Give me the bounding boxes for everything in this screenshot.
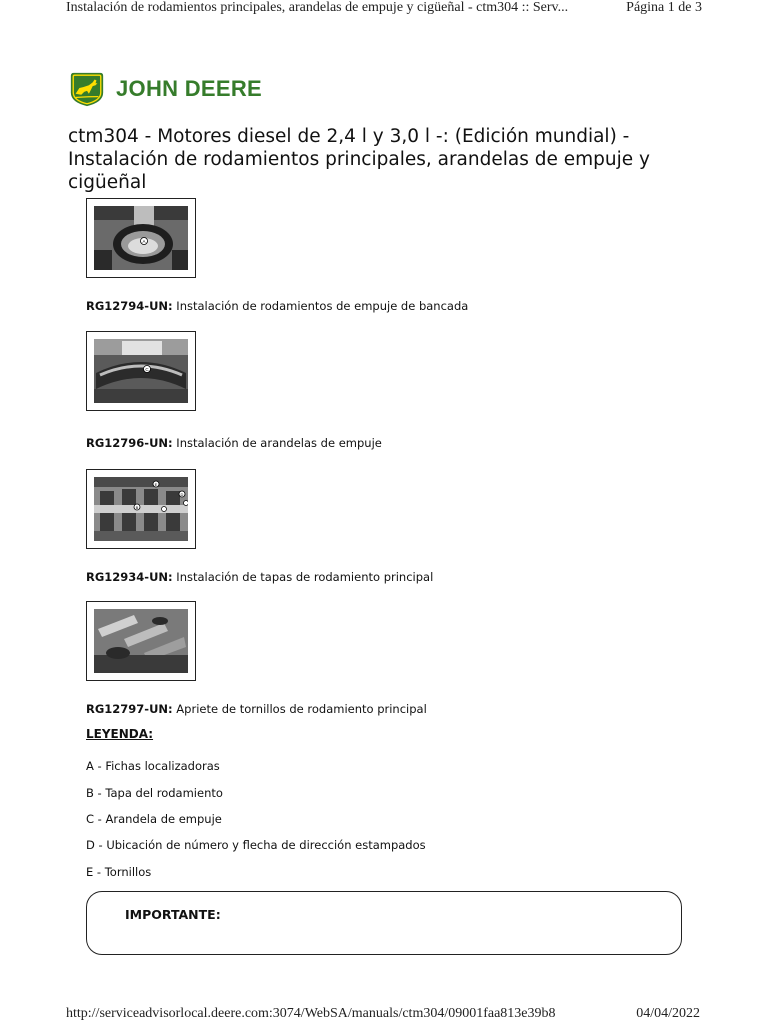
important-notice-box: [86, 891, 682, 955]
figure-caption-text: Instalación de arandelas de empuje: [172, 436, 382, 450]
print-header: [66, 0, 702, 20]
legend-item: A - Fichas localizadoras: [86, 759, 220, 773]
figure-caption-text: Apriete de tornillos de rodamiento principal: [172, 702, 427, 716]
figure-caption: [86, 570, 433, 584]
figure-code: RG12934-UN:: [86, 570, 173, 584]
document-title: ctm304 - Motores diesel de 2,4 l y 3,0 l -: (Edición mundial) - Instalación de rodamientos principales, arandelas de empuje y cigüeñal: [68, 126, 650, 193]
figure-caption: [86, 299, 468, 313]
figure-rg12797-thumbnail[interactable]: [86, 601, 196, 681]
bearing-photo-4: [94, 609, 188, 673]
callout-a: A: [142, 239, 146, 244]
figure-caption-text: Instalación de tapas de rodamiento principal: [172, 570, 434, 584]
print-header-page-number: Página 1 de 3: [626, 0, 702, 15]
figure-code: RG12794-UN:: [86, 299, 173, 313]
figure-code: RG12797-UN:: [86, 702, 173, 716]
callout-b: B: [135, 505, 139, 510]
legend-item: E - Tornillos: [86, 865, 152, 879]
legend-item: C - Arandela de empuje: [86, 812, 222, 826]
print-date: 04/04/2022: [636, 1006, 700, 1021]
callout-d: D: [180, 492, 184, 497]
legend-heading: LEYENDA:: [86, 727, 154, 741]
callout-c: C: [145, 367, 149, 372]
john-deere-logo: [68, 69, 262, 109]
callout-e: E: [154, 482, 158, 487]
figure-rg12934-thumbnail[interactable]: [86, 469, 196, 549]
print-footer: [66, 1006, 702, 1024]
figure-caption: [86, 436, 382, 450]
legend-item: B - Tapa del rodamiento: [86, 786, 223, 800]
legend-item: D - Ubicación de número y flecha de dirección estampados: [86, 838, 426, 852]
print-header-title: Instalación de rodamientos principales, arandelas de empuje y cigüeñal - ctm304 :: Serv...: [66, 0, 569, 15]
bearing-photo-1: [94, 206, 188, 270]
figure-code: RG12796-UN:: [86, 436, 173, 450]
figure-caption: [86, 702, 427, 716]
important-label: IMPORTANTE:: [125, 907, 221, 922]
page-url: http://serviceadvisorlocal.deere.com:3074/WebSA/manuals/ctm304/09001faa813e39b8: [66, 1006, 556, 1021]
deer-logo-icon: [68, 70, 106, 108]
figure-caption-text: Instalación de rodamientos de empuje de bancada: [172, 299, 469, 313]
bearing-photo-3: [94, 477, 188, 541]
figure-rg12796-thumbnail[interactable]: [86, 331, 196, 411]
logo-wordmark: JOHN DEERE: [116, 76, 263, 101]
figure-rg12794-thumbnail[interactable]: [86, 198, 196, 278]
bearing-photo-2: [94, 339, 188, 403]
